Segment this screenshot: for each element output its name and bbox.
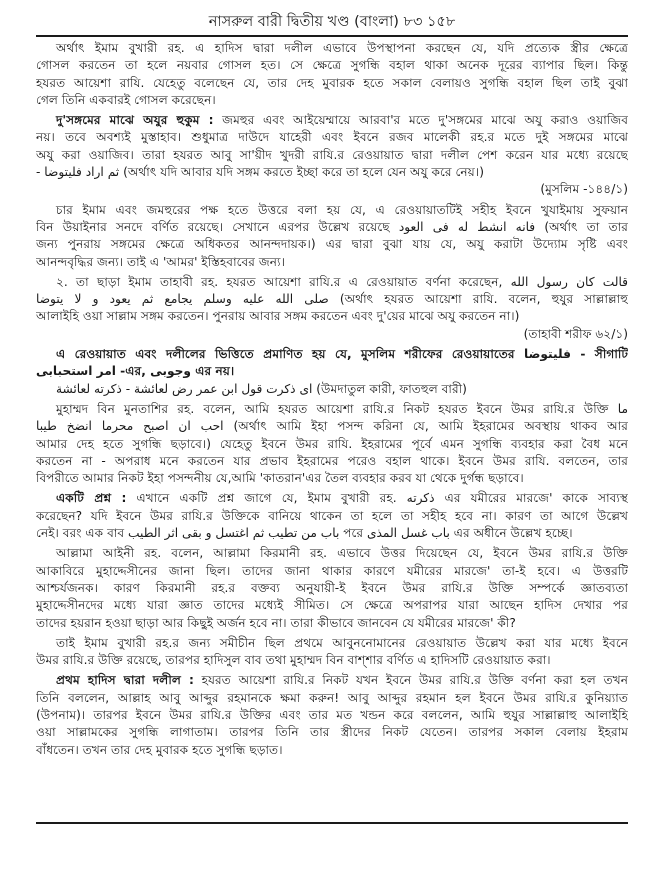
paragraph (36, 401, 628, 487)
text-line: অর্থাৎ ইমাম বুখারী রহ. এ হাদিস দ্বারা দলীল এভাবে উপস্থাপনা করছেন যে, যদি প্রত্যেক স্ত্রীর ক্ষেত্রে (56, 41, 628, 55)
text-line: নেই। বরং এক বাব باب من تطيب ثم اغتسل و بقى اثر الطيب পরে باب غسل المذى এর অধীনে উল্লেখ হচ্ছে। (36, 526, 573, 541)
section-heading: একটি প্রশ্ন : (56, 491, 127, 506)
text-line: اى ذكرت قول ابن عمر رض لعائشة - ذكرته لعائشة (উমদাতুল কারী, ফাতহুল বারী) (56, 381, 467, 396)
text-line: করেছেন? যদি ইবনে উমর রাযি.র উক্তিকে বানিয়ে থাকেন তা হলে তা সহীহ হবে না। কারণ তা আগে উল্লেখ (36, 508, 628, 523)
footer-rule (36, 822, 628, 824)
text-line: আমার দেহ হতে সুগন্ধি ছড়াবে।) যেহেতু ইবনে উমর রাযি. ইহরামের পূর্বে এমন সুগন্ধি ব্যবহার করা বৈধ মনে (36, 436, 628, 451)
paragraph (36, 274, 628, 343)
text-line: জন্য পুনরায় সঙ্গমের ক্ষেত্রে অধিকতর আনন্দদায়ক।) এর দ্বারা বুঝা যায় যে, অযু করাটা উদ্যোম সৃষ্টি এবং (36, 237, 628, 252)
text-span: এখানে একটি প্রশ্ন জাগে যে, ইমাম বুখারী রহ. ذكرته এর যমীরের মারজে' কাকে সাব্যস্থ (126, 491, 628, 506)
text-line: নয়। তবে অবশ্যই মুস্তাহাব। শুধুমাত্র দাউদে যাহেরী এবং ইবনে রজব মালেকী রহ.র মতে দুই সঙ্গমের মাঝে (36, 130, 628, 145)
text-line: আনন্দবৃদ্ধির জন্য। তাই এ 'আমর' ইস্তিহবাবের জন্য। (36, 254, 285, 269)
text-line: احب ان اصبح محرما انضخ طيبا (অর্থাৎ আমি ইহা পসন্দ করিনা যে, আমি ইহরামের অবস্থায় থাকব আর (36, 419, 628, 434)
text-line: আল্লামা আইনী রহ. বলেন, আল্লামা কিরমানী রহ. এভাবে উত্তর দিয়েছেন যে, ইবনে উমর রাযি.র উক্তি (56, 546, 628, 561)
text-line: গোসল করতেন তা হলে নয়বার গোসল হত। সে ক্ষেত্রে সুগন্ধি বহাল থাকা অনেক দূরের ব্যাপার ছিল। কিন্তু (36, 58, 628, 73)
section-heading: প্রথম হাদিস দ্বারা দলীল : (56, 673, 194, 688)
text-line (36, 672, 628, 689)
text-line: - ثم اراد فليتوضا (অর্থাৎ যদি আবার যদি সঙ্গম করতে ইচ্ছা করে তা হলে যেন অযু করে নেয়।) (36, 165, 484, 180)
text-line: করতেন না - অপরাধ মনে করতেন যার প্রভাব ইহরামের পরেও বহাল থাকে। ইবনে উমর রাযি. বলতেন, তার (36, 453, 628, 468)
text-line: হযরত আয়েশা রাযি. যেহেতু বলেছেন যে, তার দেহ মুবারক হতে সকাল বেলায়ও সুগন্ধি বহাল ছিল তাই বুঝা (36, 75, 628, 90)
text-line: বিপরীতে আমার নিকট ইহা পসন্দনীয় যে,আমি 'কাতরান'এর তৈল ব্যবহার করব যা থেকে দুর্গন্ধ ছড়াবে। (36, 471, 524, 486)
text-line: তাই ইমাম বুখারী রহ.র জন্য সমীচীন ছিল প্রথমে আবুননোমানের রেওয়ায়াত উল্লেখ করা যার মধ্যে ইবনে (56, 635, 628, 650)
text-line (36, 112, 628, 129)
text-line: চার ইমাম এবং জমহুরের পক্ষ হতে উত্তরে বলা হয় যে, এ রেওয়ায়াতটিই সহীহ ইবনে খুযাইমায় সুফয়ান (56, 202, 628, 217)
page-body (36, 40, 628, 759)
text-line: صلى الله عليه وسلم يجامع ثم يعود و لا يتوضا (অর্থাৎ হযরত আয়েশা রাযি. বলেন, হুযুর সাল্লাল্লাহু (36, 292, 628, 307)
text-line (36, 490, 628, 507)
paragraph-wudu-ruling (36, 112, 628, 198)
text-line: মুহাম্মদ বিন মুনতাশির রহ. বলেন, আমি হযরত আয়েশা রাযি.র নিকট হযরত ইবনে উমর রাযি.র উক্তি ما (56, 401, 628, 416)
text-line: আলাইহি ওয়া সাল্লাম সঙ্গম করতেন। পুনরায় আবার সঙ্গম করতেন এবং দু'য়ের মাঝে অযু করতেন না।) (36, 309, 520, 324)
paragraph (36, 202, 628, 271)
section-heading: দু'সঙ্গমের মাঝে অযুর হুকুম : (56, 113, 214, 128)
paragraph-question (36, 490, 628, 542)
text-line: উমর রাযি.র উক্তি রয়েছে, তারপর হাদিসুল বাব তথা মুহাম্মদ বিন বাশ্শার বর্ণিত এ হাদিসটি রেওয়ায়াত করা। (36, 653, 551, 668)
text-line: বাঁধতেন। তখন তার দেহ মুবারক হতে সুগন্ধি ছড়াত। (36, 742, 283, 757)
citation: (তাহাবী শরীফ ৬২/১) (523, 326, 628, 341)
paragraph (36, 40, 628, 109)
page-header: নাসরুল বারী দ্বিতীয় খণ্ড (বাংলা) ৮৩ ১৫৮ (208, 14, 456, 30)
header-rule (36, 35, 628, 37)
paragraph-first-hadith-proof (36, 672, 628, 758)
text-span: হযরত আয়েশা রাযি.র নিকট যখন ইবনে উমর রাযি.র উক্তি বর্ণনা করা হল তখন (193, 673, 628, 688)
text-line: আশ্চর্যজনক। কারণ কিরমানী রহ.র বক্তব্য অনুযায়ী-ই ইবনে উমর রাযি.র উক্তি সম্পর্কে জ্ঞাতব্যতা (36, 580, 628, 595)
text-line: তিনি বললেন, আল্লাহ আবু আব্দুর রহমানকে ক্ষমা করুন! আবু আব্দুর রহমান হল ইবনে উমর রাযি.র কুনিয়্যাত (36, 690, 628, 705)
text-line: মুহাদ্দেসীনদের মধ্যে যারা জ্ঞাত তাদের মধ্যেই সীমিত। সে ক্ষেত্রে অপরাপর যারা আছেন হাদিস দেখার পর (36, 598, 628, 613)
paragraph (36, 635, 628, 670)
text-line: তাদের হয়রান হওয়া ছাড়া আর কিছুই অর্জন হবে না। তারা কীভাবে জানবেন যে যমীরের মারজে' কী? (36, 615, 516, 630)
text-line: অযু করা ওয়াজিব। তারা হযরত আবু সা'য়ীদ খুদরী রাযি.র রেওয়ায়াত দ্বারা দলীল পেশ করেন যার মধ্যে রয়েছে (36, 147, 628, 162)
text-line: বিন উয়াইনার সনদে বর্ণিত রয়েছে। সেখানে এরপর উল্লেখ রয়েছে فانه انشط له فى العود (অর্থাৎ তা তার (36, 219, 628, 234)
text-line: (উপনাম)। তারপর ইবনে উমর রাযি.র উক্তির এবং তার মত খন্ডন করে বললেন, আমি হুযুর সাল্লাল্লাহু আলাইহি (36, 707, 628, 722)
text-line: আকাবিরে মুহাদ্দেসীনের জানা ছিল। তাদের জানা থাকার কারণে যমীরের মারজে' তা-ই হবে। এ উত্তরটি (36, 563, 628, 578)
text-line: ২. তা ছাড়া ইমাম তাহাবী রহ. হযরত আয়েশা রাযি.র এ রেওয়ায়াত বর্ণনা করেছেন, قالت كان رسول الله (56, 274, 628, 289)
text-line: এ রেওয়ায়াত এবং দলীলের ভিত্তিতে প্রমাণিত হয় যে, মুসলিম শরীফের রেওয়ায়াতের فليتوضا - সীগাটি (56, 347, 628, 362)
text-line: গেল তিনি একবারই গোসল করেছেন। (36, 92, 216, 107)
text-line: امر استحبابى -এর, وجوبى এর নয়। (36, 364, 235, 379)
text-line: ওয়া সাল্লামকের সুগন্ধি লাগাতাম। তারপর তিনি তার স্ত্রীদের নিকট যেতেন। তারপর সকাল বেলায় ইহরাম (36, 725, 628, 740)
paragraph (36, 545, 628, 631)
citation: (মুসলিম -১৪৪/১) (540, 182, 628, 197)
paragraph (36, 346, 628, 398)
text-span: জমহুর এবং আইয়েম্মায়ে আরবা'র মতে দু'সঙ্গমের মাঝে অযু করাও ওয়াজিব (213, 113, 628, 128)
